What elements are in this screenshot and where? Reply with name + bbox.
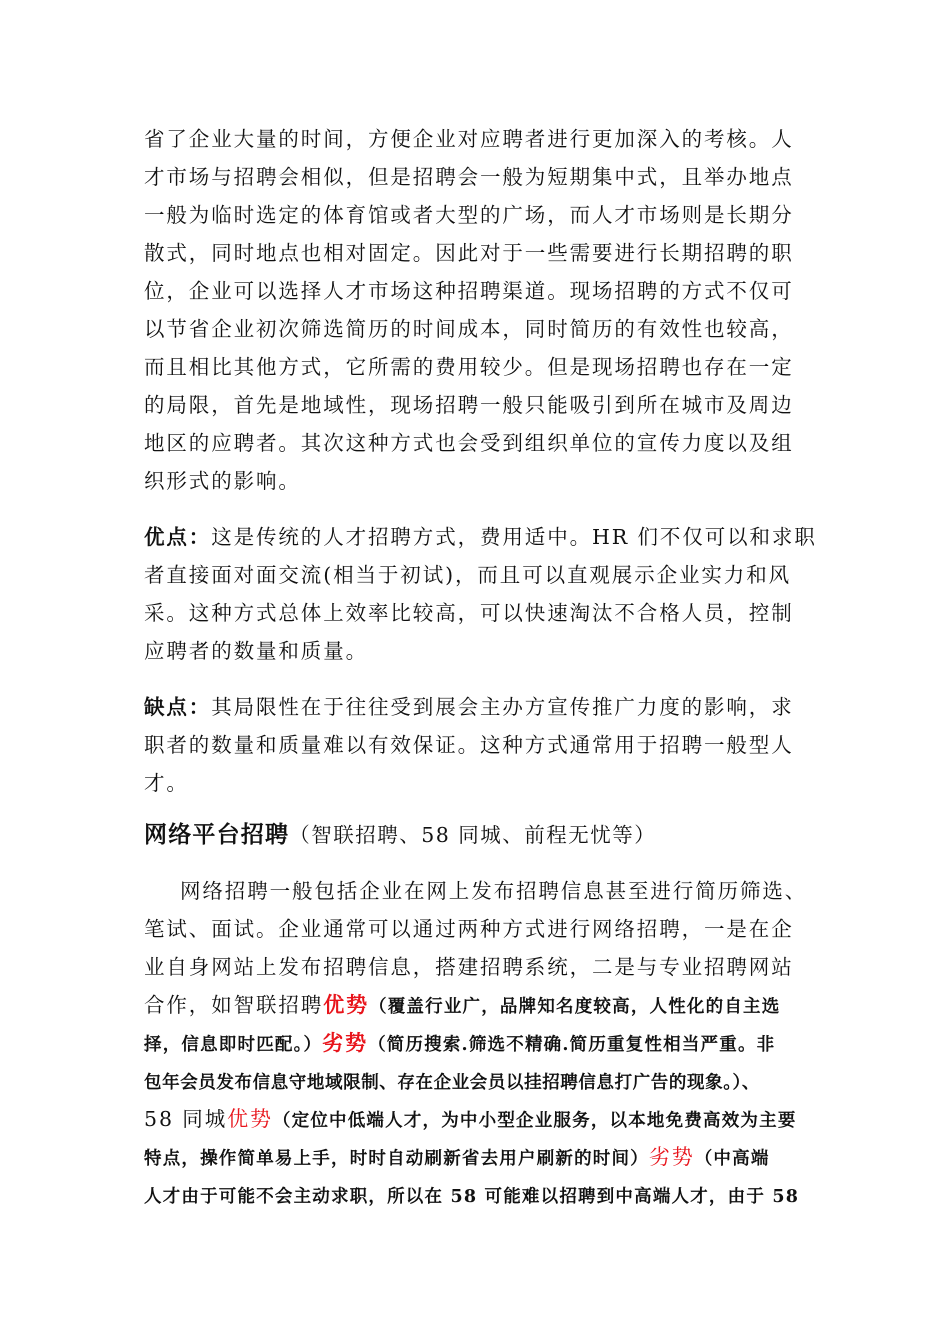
text-span-bold: 包年会员发布信息守地域限制、存在企业会员以挂招聘信息打广告的现象。）、	[144, 1073, 760, 1093]
disadvantage-highlight: 劣势	[648, 1145, 695, 1169]
paragraph-line	[144, 992, 804, 1020]
advantages-label: 优点：	[144, 525, 212, 549]
disadvantage-highlight: 劣势	[322, 1030, 369, 1055]
paragraph-line: 织形式的影响。	[144, 469, 301, 493]
paragraph-line	[144, 1144, 804, 1172]
section-heading	[144, 822, 804, 848]
paragraph-line	[144, 1182, 804, 1210]
section-title: 网络平台招聘	[144, 821, 290, 848]
text-span-bold: 择，信息即时匹配。）	[144, 1035, 323, 1055]
paragraph-line: 省了企业大量的时间，方便企业对应聘者进行更加深入的考核。人	[144, 127, 794, 151]
text-span: 58 同城	[144, 1107, 228, 1131]
disadvantages-line: 才。	[144, 771, 189, 795]
advantages-line: 者直接面对面交流(相当于初试)，而且可以直观展示企业实力和风	[144, 563, 791, 587]
text-span-bold: （简历搜索.筛选不精确.简历重复性相当严重。非	[368, 1035, 776, 1055]
advantages-line	[144, 524, 817, 550]
paragraph-line: 地区的应聘者。其次这种方式也会受到组织单位的宣传力度以及组	[144, 431, 794, 455]
disadvantages-label: 缺点：	[144, 695, 212, 719]
paragraph-line: 以节省企业初次筛选简历的时间成本，同时简历的有效性也较高，	[144, 317, 794, 341]
paragraph-line: 业自身网站上发布招聘信息，搭建招聘系统，二是与专业招聘网站	[144, 955, 794, 979]
text-span-bold: （中高端	[694, 1149, 770, 1169]
text-span-bold: （定位中低端人才，为中小型企业服务，以本地免费高效为主要	[272, 1111, 797, 1131]
advantages-text: 这是传统的人才招聘方式，费用适中。HR 们不仅可以和求职	[211, 525, 817, 549]
text-span-bold: （覆盖行业广，品牌知名度较高，人性化的自主选	[369, 997, 781, 1017]
paragraph-line	[144, 1106, 804, 1134]
paragraph-line: 位，企业可以选择人才市场这种招聘渠道。现场招聘的方式不仅可	[144, 279, 794, 303]
disadvantages-line	[144, 694, 804, 720]
paragraph-line	[144, 1068, 804, 1096]
advantage-highlight: 优势	[323, 992, 370, 1017]
paragraph-line: 笔试、面试。企业通常可以通过两种方式进行网络招聘，一是在企	[144, 917, 794, 941]
disadvantages-text: 其局限性在于往往受到展会主办方宣传推广力度的影响，求	[211, 695, 794, 719]
disadvantages-line: 职者的数量和质量难以有效保证。这种方式通常用于招聘一般型人	[144, 733, 794, 757]
paragraph-line: 才市场与招聘会相似，但是招聘会一般为短期集中式，且举办地点	[144, 165, 794, 189]
text-span-bold: 特点，操作简单易上手，时时自动刷新省去用户刷新的时间）	[144, 1149, 649, 1169]
paragraph-line: 网络招聘一般包括企业在网上发布招聘信息甚至进行简历筛选、	[180, 879, 808, 903]
text-span: 合作，如智联招聘	[144, 993, 324, 1017]
paragraph-line	[144, 1030, 804, 1058]
paragraph-line: 散式，同时地点也相对固定。因此对于一些需要进行长期招聘的职	[144, 241, 794, 265]
paragraph-line: 一般为临时选定的体育馆或者大型的广场，而人才市场则是长期分	[144, 203, 794, 227]
advantage-highlight: 优势	[227, 1107, 273, 1131]
text-span-bold: 人才由于可能不会主动求职，所以在 58 可能难以招聘到中高端人才，由于 58	[144, 1187, 800, 1207]
advantages-line: 采。这种方式总体上效率比较高，可以快速淘汰不合格人员，控制	[144, 601, 794, 625]
section-subtitle: （智联招聘、58 同城、前程无忧等）	[289, 823, 657, 847]
advantages-line: 应聘者的数量和质量。	[144, 639, 368, 663]
paragraph-line: 而且相比其他方式，它所需的费用较少。但是现场招聘也存在一定	[144, 355, 794, 379]
paragraph-line: 的局限，首先是地域性，现场招聘一般只能吸引到所在城市及周边	[144, 393, 794, 417]
